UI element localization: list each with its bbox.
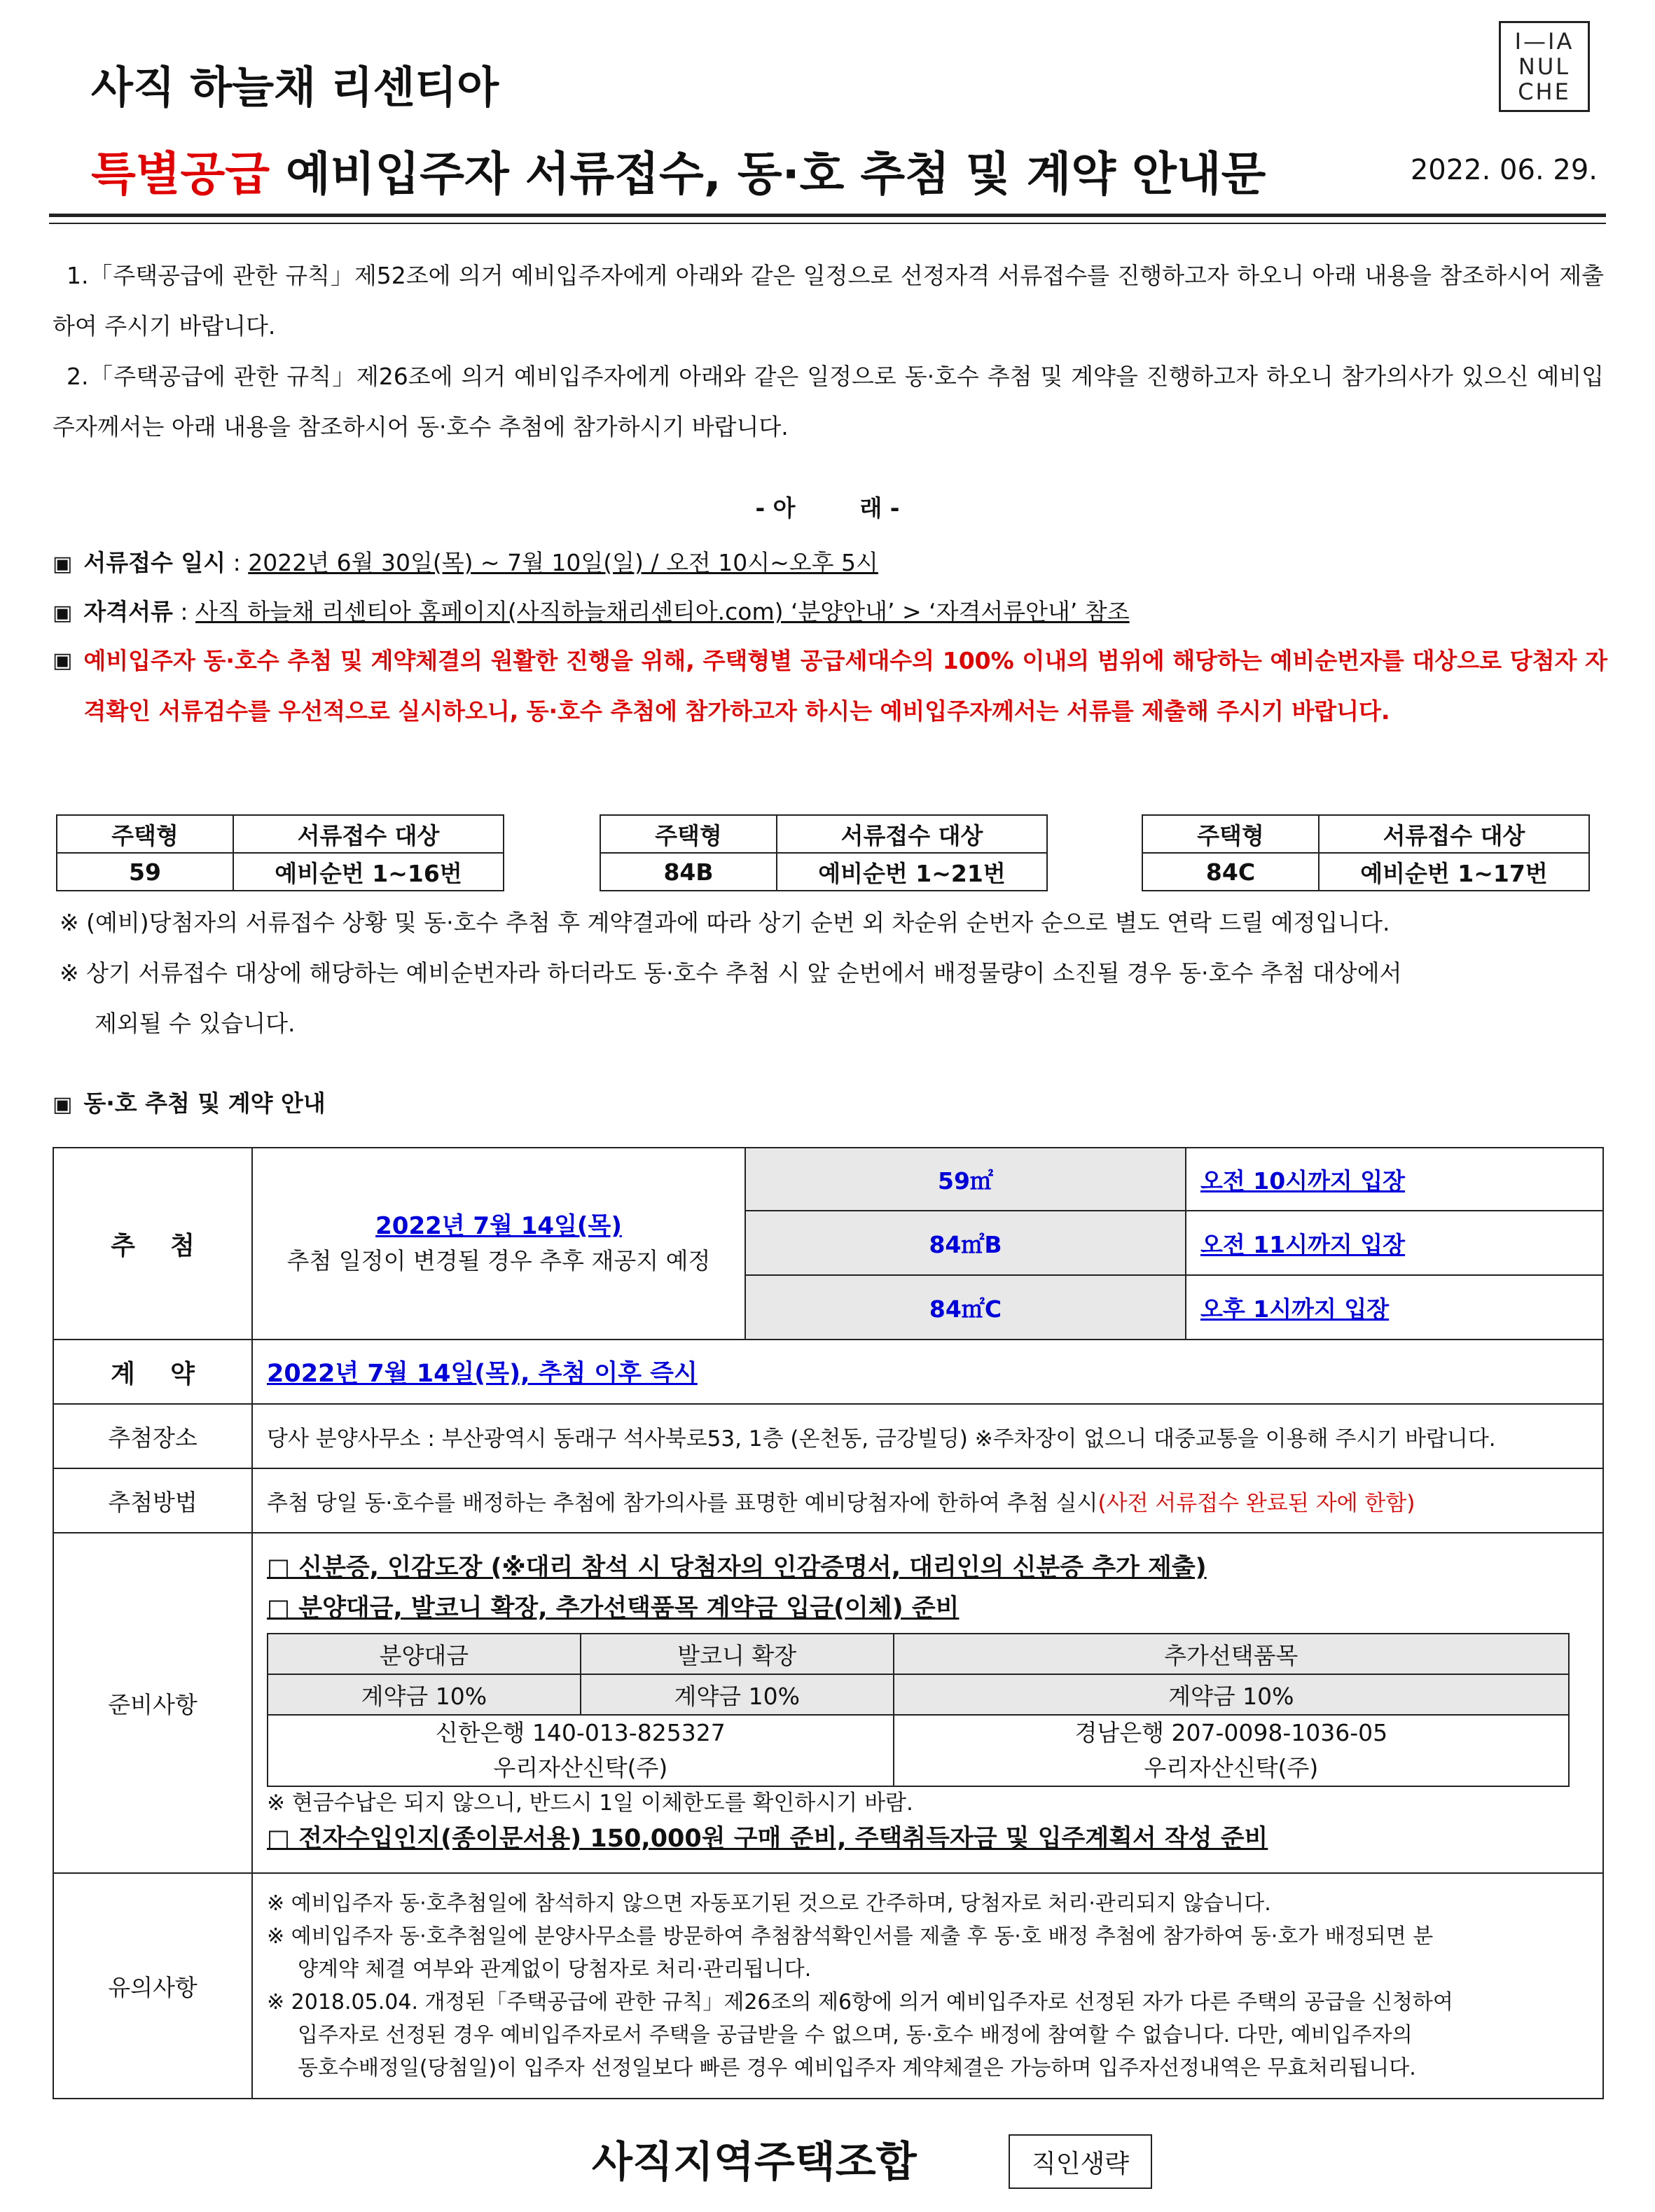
docs-item: ▣ 자격서류 : 사직 하늘채 리센티아 홈페이지(사직하늘채리센티아.com) ‘분양안내’ > ‘자격서류안내’ 참조 [53, 598, 1130, 625]
lottery-label: 추 첨 [53, 1148, 252, 1340]
col-header-type: 주택형 [600, 815, 777, 853]
house-type: 84C [1142, 853, 1319, 891]
caution-label: 유의사항 [53, 1873, 252, 2099]
prep-check-2: □ 분양대금, 발코니 확장, 추가선택품목 계약금 입금(이체) 준비 [267, 1594, 960, 1622]
org-name: 사직지역주택조합 [592, 2138, 917, 2187]
logo-line: CHE [1518, 78, 1571, 105]
col-header-type: 주택형 [57, 815, 233, 853]
lottery-time: 오전 11시까지 입장 [1200, 1230, 1406, 1258]
col-header-target: 서류접수 대상 [777, 815, 1047, 853]
notice-date: 2022. 06. 29. [1410, 154, 1598, 186]
method-condition: (사전 서류접수 완료된 자에 한함) [1097, 1490, 1415, 1516]
bank-2-holder: 우리자산신탁(주) [1144, 1754, 1319, 1781]
caution-2: ※ 예비입주자 동·호추첨일에 분양사무소를 방문하여 추첨참석확인서를 제출 후 동·호 배정 추첨에 참가하여 동·호가 배정되면 분 [267, 1924, 1434, 1949]
doc-target: 예비순번 1~16번 [233, 853, 504, 891]
doc-period-value: 2022년 6월 30일(목) ~ 7월 10일(일) / 오전 10시~오후 5시 [248, 549, 878, 576]
deposit-header: 발코니 확장 [581, 1634, 894, 1674]
square-bullet-icon: ▣ [53, 648, 73, 673]
contract-label: 계 약 [53, 1340, 252, 1404]
brand-name: 사직 하늘채 리센티아 [91, 62, 499, 113]
lottery-time: 오전 10시까지 입장 [1200, 1167, 1406, 1195]
bank-account-2 [894, 1715, 1569, 1786]
square-bullet-icon: ▣ [53, 1092, 73, 1117]
col-header-target: 서류접수 대상 [233, 815, 504, 853]
prep-cell [252, 1533, 1603, 1873]
bank-2-account: 경남은행 207-0098-1036-05 [1074, 1719, 1388, 1746]
intro-paragraph-2: 2.「주택공급에 관한 규칙」제26조에 의거 예비입주자에게 아래와 같은 일정으로 동·호수 추첨 및 계약을 진행하고자 하오니 참가의사가 있으신 예비입주자께서는 아래 내용을 참조하시어 동·호수 추첨에 참가하시기 바랍니다. [53, 363, 1604, 440]
lottery-time-cell [1186, 1275, 1603, 1340]
seal-omitted-box: 직인생략 [1009, 2134, 1152, 2189]
lottery-date: 2022년 7월 14일(목) [375, 1212, 622, 1240]
note-1: ※ (예비)당첨자의 서류접수 상황 및 동·호수 추첨 후 계약결과에 따라 상기 순번 외 차순위 순번자 순으로 별도 연락 드릴 예정입니다. [60, 909, 1390, 936]
priority-notice [53, 636, 1607, 737]
header-rule-thin [49, 223, 1606, 224]
lottery-type: 84㎡B [745, 1211, 1186, 1275]
note-2: ※ 상기 서류접수 대상에 해당하는 예비순번자라 하더라도 동·호수 추첨 시 앞 순번에서 배정물량이 소진될 경우 동·호수 추첨 대상에서 [60, 959, 1402, 987]
square-bullet-icon: ▣ [53, 601, 73, 625]
doc-period-item: ▣ 서류접수 일시 : 2022년 6월 30일(목) ~ 7월 10일(일) / 오전 10시~오후 5시 [53, 549, 878, 576]
deposit-table [267, 1633, 1570, 1787]
caution-2-cont: 양계약 체결 여부와 관계없이 당첨자로 처리·관리됩니다. [298, 1957, 812, 1982]
doc-target: 예비순번 1~21번 [777, 853, 1047, 891]
house-type: 84B [600, 853, 777, 891]
prep-check-1: □ 신분증, 인감도장 (※대리 참석 시 당첨자의 인감증명서, 대리인의 신분증 추가 제출) [267, 1554, 1207, 1582]
deposit-rate: 계약금 10% [268, 1674, 581, 1715]
lottery-time-cell [1186, 1211, 1603, 1275]
lottery-date-sub: 추첨 일정이 변경될 경우 추후 재공지 예정 [286, 1247, 711, 1274]
deposit-rate: 계약금 10% [894, 1674, 1569, 1715]
deposit-header: 추가선택품목 [894, 1634, 1569, 1674]
contract-date: 2022년 7월 14일(목), 추첨 이후 즉시 [267, 1360, 698, 1388]
bank-1-holder: 우리자산신탁(주) [493, 1754, 668, 1781]
logo-line: I—IA [1514, 28, 1574, 55]
lottery-type: 59㎡ [745, 1148, 1186, 1211]
deposit-header: 분양대금 [268, 1634, 581, 1674]
col-header-target: 서류접수 대상 [1319, 815, 1589, 853]
hanulche-logo [1499, 21, 1590, 112]
cash-note: ※ 현금수납은 되지 않으니, 반드시 1일 이체한도를 확인하시기 바람. [267, 1790, 913, 1816]
deposit-rate: 계약금 10% [581, 1674, 894, 1715]
bank-1-account: 신한은행 140-013-825327 [435, 1719, 726, 1746]
caution-3-cont2: 동호수배정일(당첨일)이 입주자 선정일보다 빠른 경우 예비입주자 계약체결은 가능하며 입주자선정내역은 무효처리됩니다. [298, 2056, 1416, 2080]
place-value: 당사 분양사무소 : 부산광역시 동래구 석사북로53, 1층 (온천동, 금강빌딩) ※주차장이 없으니 대중교통을 이용해 주시기 바랍니다. [252, 1404, 1603, 1468]
doc-period-label: 서류접수 일시 [83, 549, 226, 576]
prep-check-3: □ 전자수입인지(종이문서용) 150,000원 구매 준비, 주택취득자금 및 입주계획서 작성 준비 [267, 1825, 1268, 1853]
section2-title: 동·호 추첨 및 계약 안내 [83, 1090, 326, 1117]
page-title [91, 137, 1266, 203]
target-table-84b [600, 814, 1048, 891]
doc-target: 예비순번 1~17번 [1319, 853, 1589, 891]
caution-cell [252, 1873, 1603, 2099]
col-header-type: 주택형 [1142, 815, 1319, 853]
lottery-date-cell [252, 1148, 745, 1340]
caution-3: ※ 2018.05.04. 개정된「주택공급에 관한 규칙」제26조의 제6항에 의거 예비입주자로 선정된 자가 다른 주택의 공급을 신청하여 [267, 1990, 1453, 2015]
docs-label: 자격서류 [83, 598, 173, 625]
lottery-time-cell [1186, 1148, 1603, 1211]
method-value: 추첨 당일 동·호수를 배정하는 추첨에 참가의사를 표명한 예비당첨자에 한하여 추첨 실시 [267, 1490, 1098, 1516]
square-bullet-icon: ▣ [53, 552, 73, 576]
place-label: 추첨장소 [53, 1404, 252, 1468]
target-table-59 [56, 814, 504, 891]
method-cell [252, 1468, 1603, 1533]
lottery-time: 오후 1시까지 입장 [1200, 1295, 1390, 1323]
priority-notice-text: 예비입주자 동·호수 추첨 및 계약체결의 원활한 진행을 위해, 주택형별 공급세대수의 100% 이내의 범위에 해당하는 예비순번자를 대상으로 당첨자 자격확인 서류검수를 우선적으로 실시하오니, 동·호수 추첨에 참가하고자 하시는 예비입주자께서는 서류를 제출해 주시기 바랍니다. [83, 647, 1607, 725]
logo-line: NUL [1518, 53, 1571, 80]
section2-heading [53, 1078, 1607, 1130]
docs-value: 사직 하늘채 리센티아 홈페이지(사직하늘채리센티아.com) ‘분양안내’ > ‘자격서류안내’ 참조 [195, 598, 1130, 625]
note-2-cont: 제외될 수 있습니다. [95, 1010, 296, 1037]
intro-paragraph-1: 1.「주택공급에 관한 규칙」제52조에 의거 예비입주자에게 아래와 같은 일정으로 선정자격 서류접수를 진행하고자 하오니 아래 내용을 참조하시어 제출하여 주시기 바랍니다. [53, 262, 1604, 340]
title-rest: 예비입주자 서류접수, 동·호 추첨 및 계약 안내문 [270, 147, 1266, 201]
prep-label: 준비사항 [53, 1533, 252, 1873]
contract-cell [252, 1340, 1603, 1404]
header-rule [49, 214, 1606, 217]
bank-account-1 [268, 1715, 894, 1786]
title-highlight: 특별공급 [91, 147, 270, 201]
caution-1: ※ 예비입주자 동·호추첨일에 참석하지 않으면 자동포기된 것으로 간주하며, 당첨자로 처리·관리되지 않습니다. [267, 1891, 1271, 1916]
lottery-type: 84㎡C [745, 1275, 1186, 1340]
caution-3-cont: 입주자로 선정된 경우 예비입주자로서 주택을 공급받을 수 없으며, 동·호수 배정에 참여할 수 없습니다. 다만, 예비입주자의 [298, 2023, 1413, 2047]
lottery-contract-table [53, 1147, 1604, 2099]
below-heading: - 아 래 - [755, 494, 900, 522]
target-table-84c [1142, 814, 1590, 891]
method-label: 추첨방법 [53, 1468, 252, 1533]
house-type: 59 [57, 853, 233, 891]
